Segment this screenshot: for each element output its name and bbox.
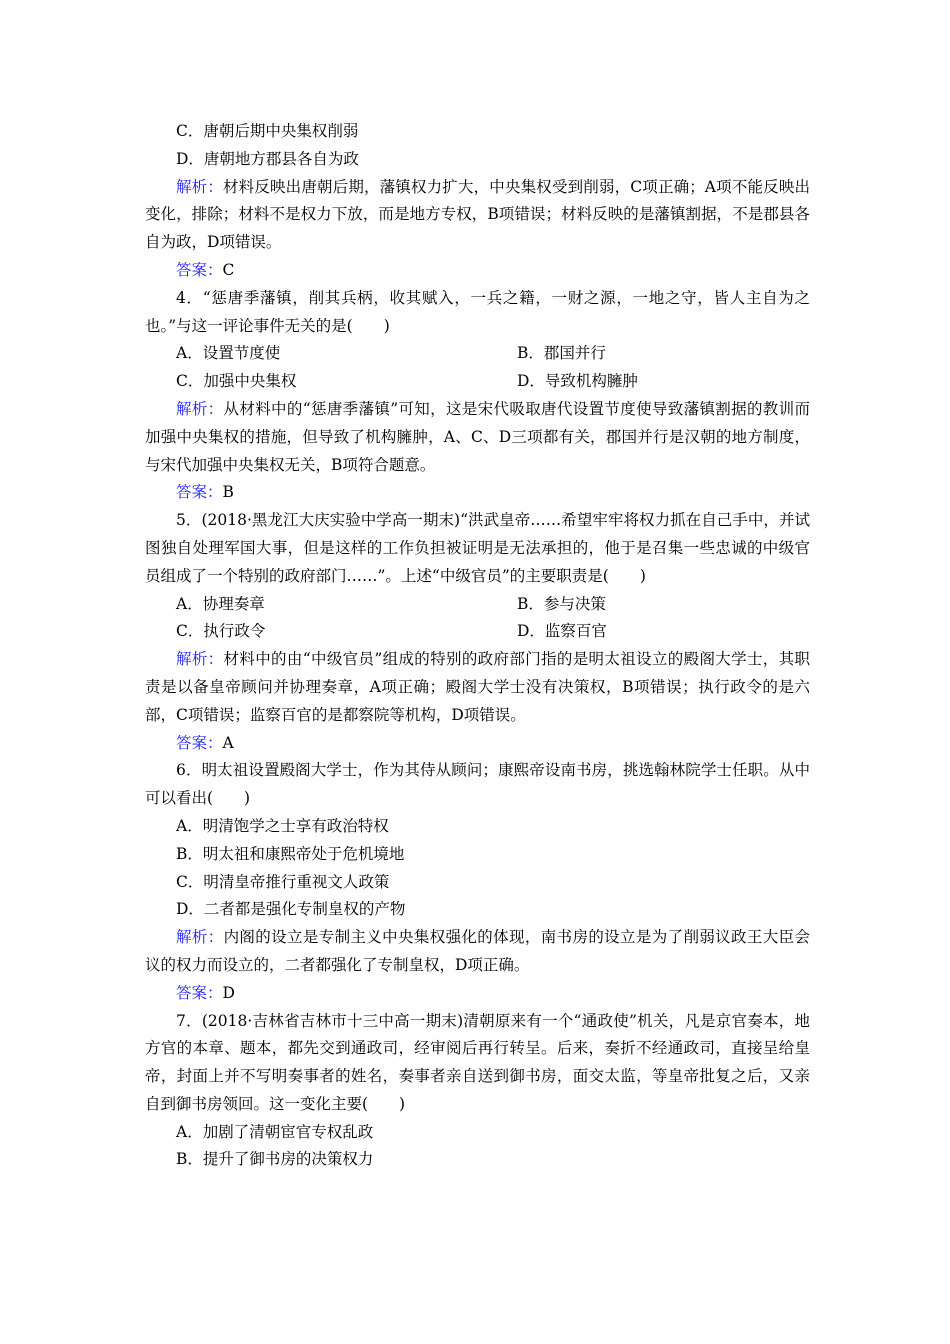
q5-option-b: B．参与决策 bbox=[517, 594, 606, 613]
q3-option-d: D．唐朝地方郡县各自为政 bbox=[176, 149, 359, 168]
q4-answer bbox=[145, 479, 810, 507]
analysis-text: 材料中的由“中级官员”组成的特别的政府部门指的是明太祖设立的殿阁大学士，其职责是以备皇帝顾问并协理奏章，A项正确；殿阁大学士没有决策权，B项错误；执行政令的是六部，C项错误；监察百官的是都察院等机构，D项错误。 bbox=[145, 650, 810, 724]
q4-stem: 4．“惩唐季藩镇，削其兵柄，收其赋入，一兵之籍，一财之源，一地之守，皆人主自为之也。”与这一评论事件无关的是( ) bbox=[145, 288, 810, 335]
q6-stem: 6．明太祖设置殿阁大学士，作为其侍从顾问；康熙帝设南书房，挑选翰林院学士任职。从中可以看出( ) bbox=[145, 761, 810, 808]
q5-options-row-1 bbox=[145, 591, 810, 619]
q7-option-a: A．加剧了清朝宦官专权乱政 bbox=[176, 1122, 374, 1141]
analysis-label: 解析： bbox=[176, 928, 224, 947]
q4-option-a: A．设置节度使 bbox=[176, 344, 281, 363]
answer-label: 答案： bbox=[176, 733, 223, 752]
q6-option-d: D．二者都是强化专制皇权的产物 bbox=[176, 900, 406, 919]
q6-analysis bbox=[145, 924, 810, 980]
q4-option-b: B．郡国并行 bbox=[517, 344, 606, 363]
document-page bbox=[145, 118, 810, 1174]
q5-option-a: A．协理奏章 bbox=[176, 594, 265, 613]
q7-stem: 7．(2018·吉林省吉林市十三中高一期末)清朝原来有一个“通政使”机关，凡是京官奏本，地方官的本章、题本，都先交到通政司，经审阅后再行转呈。后来，奏折不经通政司，直接呈给皇帝，封面上并不写明奏事者的姓名，奏事者亲自送到御书房，面交太监，等皇帝批复之后，又亲自到御书房领回。这一变化主要( ) bbox=[145, 1011, 810, 1113]
analysis-label: 解析： bbox=[176, 177, 223, 196]
analysis-text: 材料反映出唐朝后期，藩镇权力扩大，中央集权受到削弱，C项正确；A项不能反映出变化，排除；材料不是权力下放，而是地方专权，B项错误；材料反映的是藩镇割据，不是郡县各自为政，D项错误。 bbox=[145, 177, 810, 252]
answer-value: D bbox=[222, 983, 235, 1002]
q4-analysis bbox=[145, 396, 810, 479]
q3-analysis bbox=[145, 174, 810, 257]
q6-option-c: C．明清皇帝推行重视文人政策 bbox=[176, 872, 390, 891]
analysis-label: 解析： bbox=[176, 650, 224, 669]
analysis-text: 内阁的设立是专制主义中央集权强化的体现，南书房的设立是为了削弱议政王大臣会议的权力而设立的，二者都强化了专制皇权，D项正确。 bbox=[145, 928, 810, 974]
answer-label: 答案： bbox=[176, 260, 223, 279]
q5-stem: 5．(2018·黑龙江大庆实验中学高一期末)“洪武皇帝……希望牢牢将权力抓在自己手中，并试图独自处理军国大事，但是这样的工作负担被证明是无法承担的，他于是召集一些忠诚的中级官员组成了一个特别的政府部门……”。上述“中级官员”的主要职责是( ) bbox=[145, 511, 810, 585]
q6-answer bbox=[145, 980, 810, 1008]
q5-options-row-2 bbox=[145, 618, 810, 646]
answer-value: B bbox=[222, 483, 234, 502]
q4-option-c: C．加强中央集权 bbox=[176, 372, 297, 391]
answer-value: A bbox=[222, 733, 234, 752]
q3-answer bbox=[145, 257, 810, 285]
answer-label: 答案： bbox=[176, 983, 223, 1002]
q5-answer bbox=[145, 730, 810, 758]
answer-label: 答案： bbox=[176, 483, 223, 502]
answer-value: C bbox=[222, 260, 235, 279]
q5-option-c: C．执行政令 bbox=[176, 622, 266, 641]
q4-options-row-2 bbox=[145, 368, 810, 396]
q6-option-b: B．明太祖和康熙帝处于危机境地 bbox=[176, 844, 405, 863]
q4-option-d: D．导致机构臃肿 bbox=[517, 372, 638, 391]
q3-option-c: C．唐朝后期中央集权削弱 bbox=[176, 122, 359, 140]
analysis-text: 从材料中的“惩唐季藩镇”可知，这是宋代吸取唐代设置节度使导致藩镇割据的教训而加强中央集权的措施，但导致了机构臃肿，A、C、D三项都有关，郡国并行是汉朝的地方制度，与宋代加强中央集权无关，B项符合题意。 bbox=[145, 399, 810, 474]
q6-option-a: A．明清饱学之士享有政治特权 bbox=[176, 816, 389, 835]
analysis-label: 解析： bbox=[176, 399, 224, 418]
q5-option-d: D．监察百官 bbox=[517, 622, 607, 641]
q7-option-b: B．提升了御书房的决策权力 bbox=[176, 1150, 374, 1169]
q5-analysis bbox=[145, 646, 810, 729]
q4-options-row-1 bbox=[145, 340, 810, 368]
